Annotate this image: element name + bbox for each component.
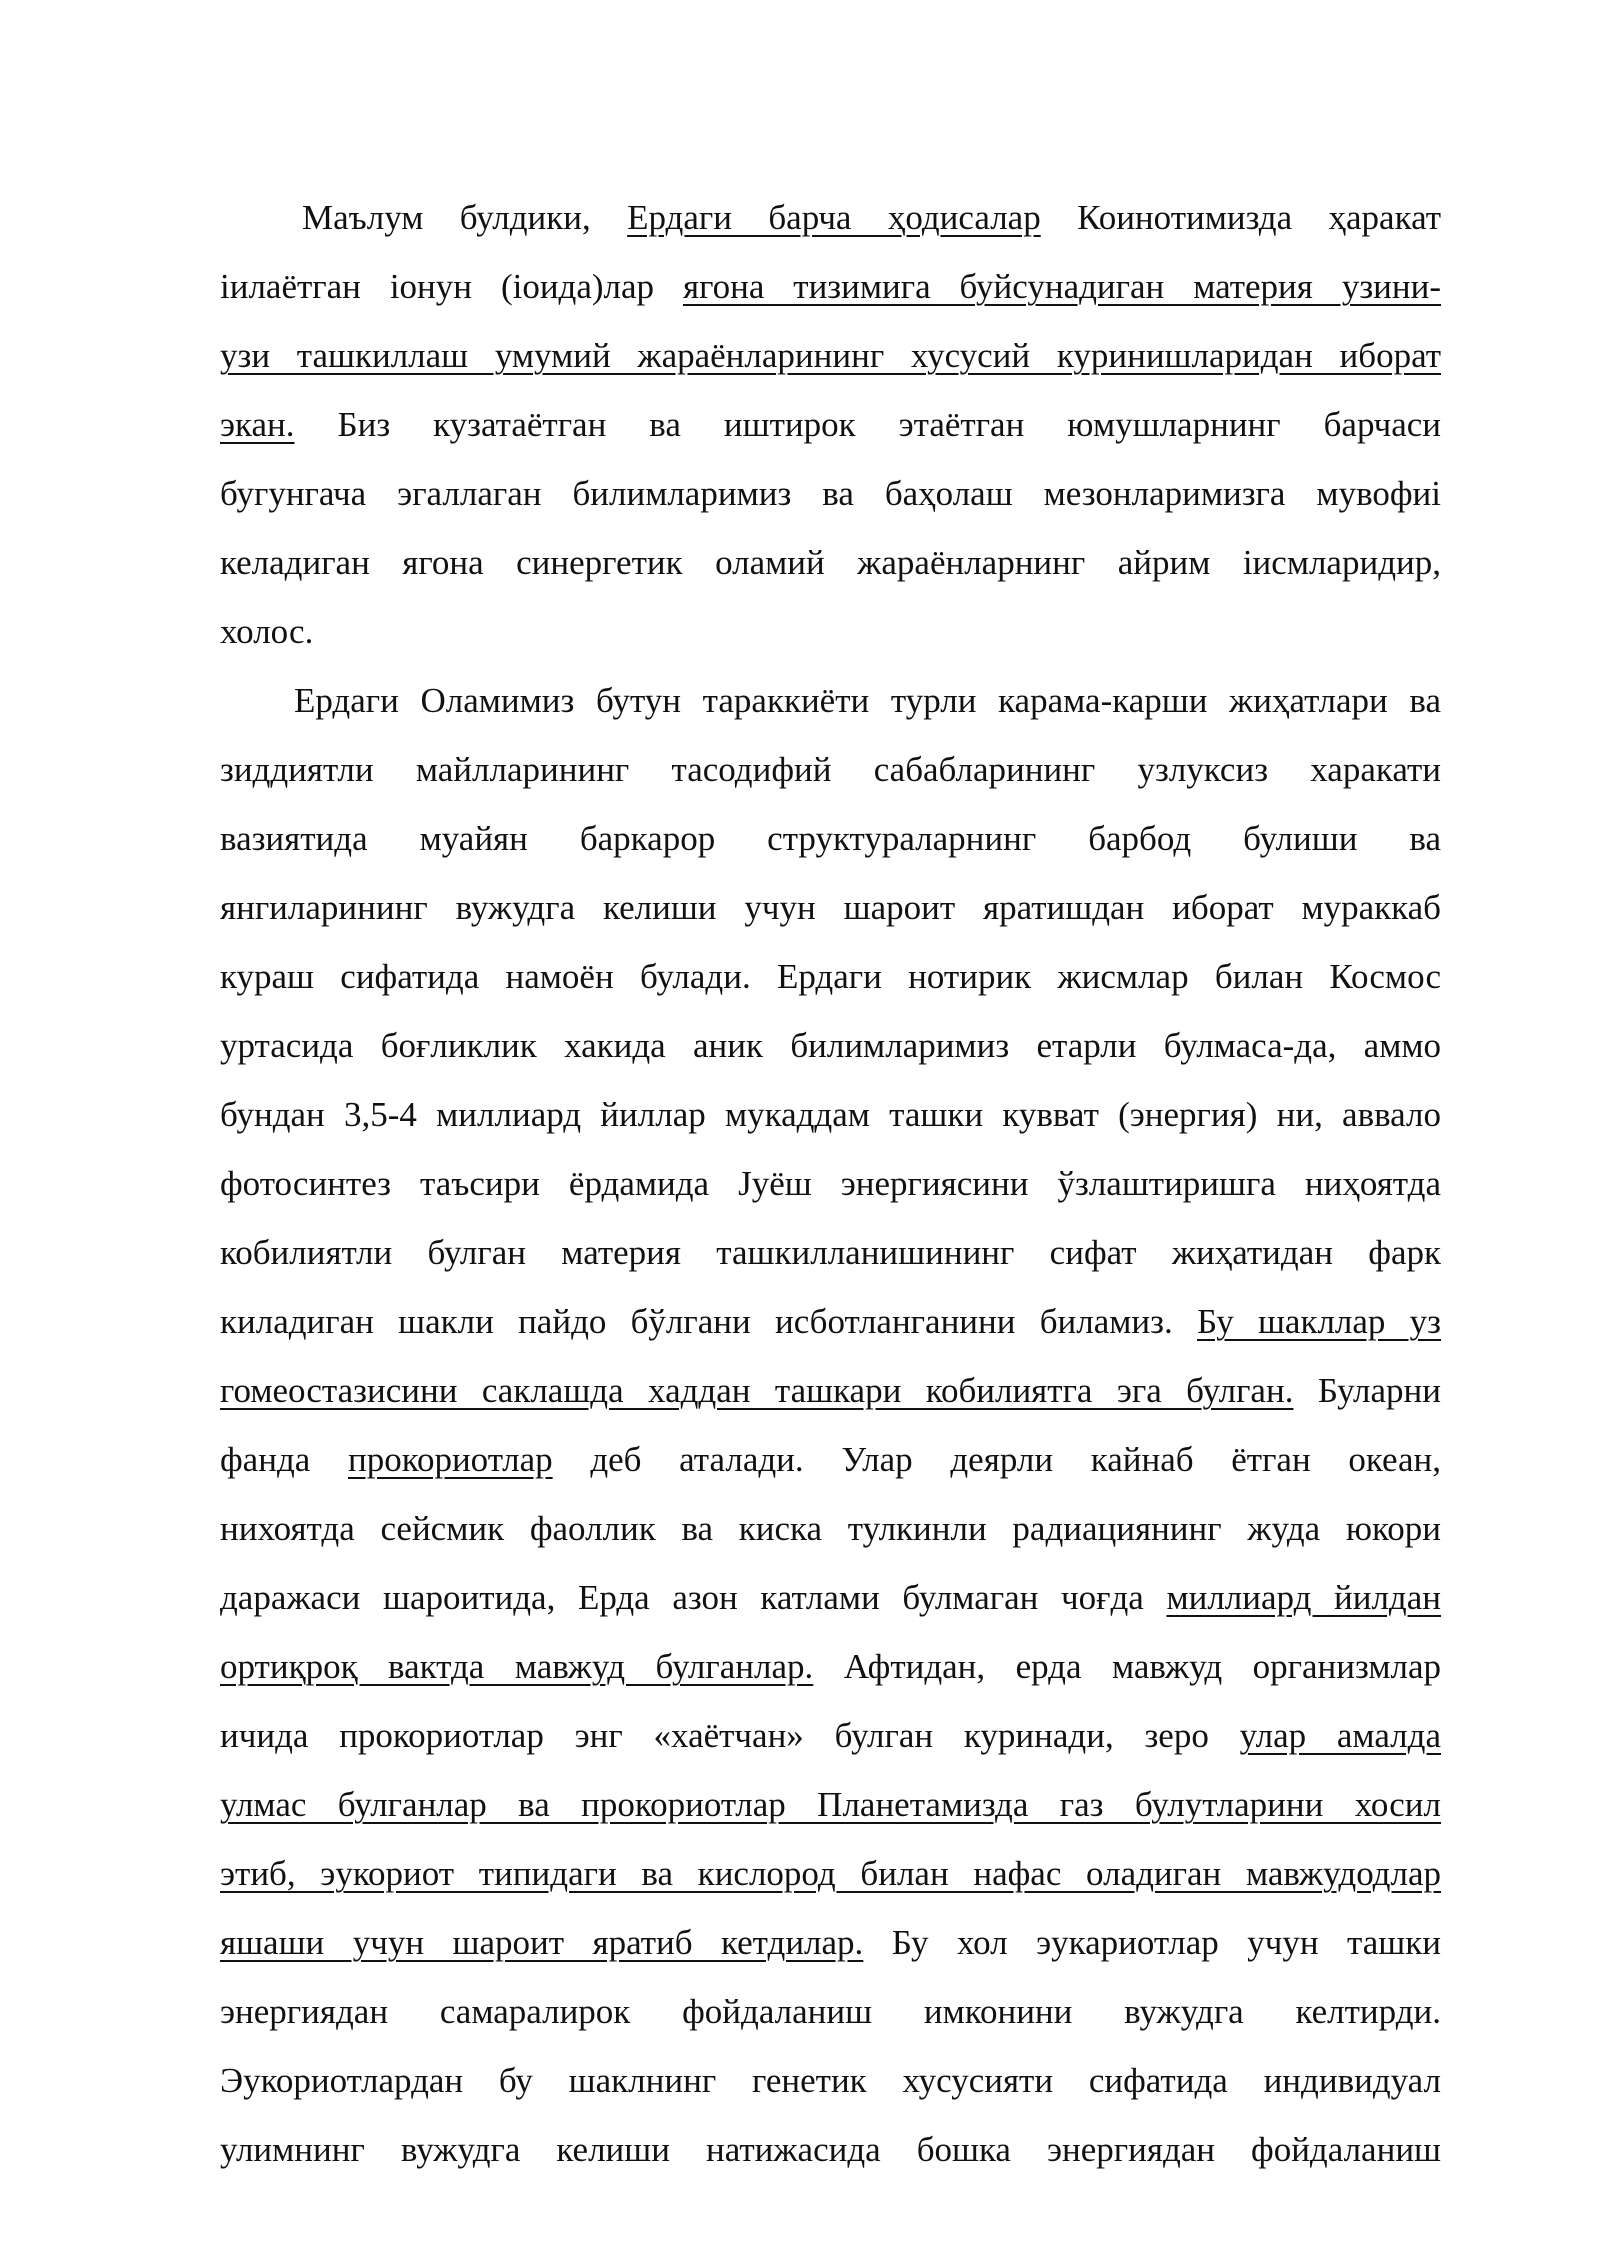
text-line xyxy=(220,1364,1441,1433)
text-run: даражаси шароитида, Ерда азон катлами булмаган чоғда xyxy=(220,1578,1167,1617)
text-line xyxy=(220,881,1441,950)
text-line xyxy=(220,1157,1441,1226)
text-line xyxy=(220,605,1441,674)
text-line xyxy=(220,1847,1441,1916)
text-run: Эукориотлардан бу шаклнинг генетик хусусияти сифатида индивидуал xyxy=(220,2061,1441,2100)
text-run: Коинотимизда ҳаракат xyxy=(1040,198,1441,237)
text-run: холос. xyxy=(220,612,314,651)
text-run: Буларни xyxy=(1293,1371,1441,1410)
text-run: Ердаги Оламимиз бутун тараккиёти турли карама-карши жиҳатлари ва xyxy=(294,681,1441,720)
text-run: Маълум булдики, xyxy=(302,198,628,237)
text-run: киладиган шакли пайдо бўлгани исботланганини биламиз. xyxy=(220,1302,1197,1341)
text-run: іилаётган іонун (іоида)лар xyxy=(220,267,683,306)
text-line xyxy=(220,674,1441,743)
text-line xyxy=(220,1226,1441,1295)
text-line xyxy=(220,536,1441,605)
underlined-text: Ердаги барча ҳодисалар xyxy=(627,198,1041,237)
paragraph-1 xyxy=(220,191,1441,674)
text-line xyxy=(220,2123,1441,2192)
text-line xyxy=(220,1709,1441,1778)
text-run: келадиган ягона синергетик оламий жараёнларнинг айрим іисмларидир, xyxy=(220,543,1441,582)
text-line xyxy=(220,1985,1441,2054)
text-run: бугунгача эгаллаган билимларимиз ва баҳолаш мезонларимизга мувофиі xyxy=(220,474,1441,513)
text-line xyxy=(220,191,1441,260)
text-run: нихоятда сейсмик фаоллик ва киска тулкинли радиациянинг жуда юкори xyxy=(220,1509,1441,1548)
text-line xyxy=(220,1088,1441,1157)
text-line xyxy=(220,467,1441,536)
text-run: Бу хол эукариотлар учун ташки xyxy=(863,1923,1441,1962)
text-line xyxy=(220,1019,1441,1088)
text-run: Афтидан, ерда мавжуд организмлар xyxy=(813,1647,1441,1686)
underlined-text: улмас булганлар ва прокориотлар Планетамизда газ булутларини хосил xyxy=(220,1785,1441,1824)
text-line xyxy=(220,1916,1441,1985)
text-run: ичида прокориотлар энг «хаётчан» булган куринади, зеро xyxy=(220,1716,1240,1755)
document-text xyxy=(220,191,1441,2192)
text-run: энергиядан самаралирок фойдаланиш имконини вужудга келтирди. xyxy=(220,1992,1441,2031)
text-line xyxy=(220,1571,1441,1640)
text-run: янгиларининг вужудга келиши учун шароит яратишдан иборат мураккаб xyxy=(220,888,1441,927)
underlined-text: Бу шакллар уз xyxy=(1196,1302,1441,1341)
text-line xyxy=(220,1295,1441,1364)
text-line xyxy=(220,812,1441,881)
text-line xyxy=(220,329,1441,398)
text-run: Биз кузатаётган ва иштирок этаётган юмушларнинг барчаси xyxy=(294,405,1441,444)
underlined-text: миллиард йилдан xyxy=(1166,1578,1441,1617)
text-line xyxy=(220,260,1441,329)
underlined-text: гомеостазисини саклашда хаддан ташкари кобилиятга эга булган. xyxy=(220,1371,1294,1410)
underlined-text: ягона тизимига буйсунадиган материя узини- xyxy=(683,267,1441,306)
text-line xyxy=(220,743,1441,812)
text-line xyxy=(220,2054,1441,2123)
paragraph-2 xyxy=(220,674,1441,2192)
text-line xyxy=(220,1778,1441,1847)
text-run: бундан 3,5-4 миллиард йиллар мукаддам ташки кувват (энергия) ни, аввало xyxy=(220,1095,1441,1134)
underlined-text: узи ташкиллаш умумий жараёнларининг хусусий куринишларидан иборат xyxy=(220,336,1441,375)
text-line xyxy=(220,1433,1441,1502)
text-run: вазиятида муайян баркарор структураларнинг барбод булиши ва xyxy=(220,819,1441,858)
underlined-text: прокориотлар xyxy=(347,1440,553,1479)
underlined-text: экан. xyxy=(220,405,295,444)
text-run: фотосинтез таъсири ёрдамида Јуёш энергиясини ўзлаштиришга ниҳоятда xyxy=(220,1164,1441,1203)
text-run: фанда xyxy=(220,1440,348,1479)
underlined-text: этиб, эукориот типидаги ва кислород билан нафас оладиган мавжудодлар xyxy=(220,1854,1441,1893)
text-line xyxy=(220,398,1441,467)
text-line xyxy=(220,950,1441,1019)
underlined-text: яшаши учун шароит яратиб кетдилар. xyxy=(220,1923,864,1962)
text-line xyxy=(220,1502,1441,1571)
text-run: уртасида боғликлик хакида аник билимларимиз етарли булмаса-да, аммо xyxy=(220,1026,1441,1065)
text-run: зиддиятли майлларининг тасодифий сабабларининг узлуксиз харакати xyxy=(220,750,1441,789)
text-run: кобилиятли булган материя ташкилланишининг сифат жиҳатидан фарк xyxy=(220,1233,1441,1272)
text-run: кураш сифатида намоён булади. Ердаги нотирик жисмлар билан Космос xyxy=(220,957,1441,996)
text-run: деб аталади. Улар деярли кайнаб ётган океан, xyxy=(552,1440,1441,1479)
underlined-text: ортиқроқ вактда мавжуд булганлар. xyxy=(220,1647,814,1686)
underlined-text: улар амалда xyxy=(1239,1716,1441,1755)
text-run: улимнинг вужудга келиши натижасида бошка энергиядан фойдаланиш xyxy=(220,2130,1441,2169)
text-line xyxy=(220,1640,1441,1709)
